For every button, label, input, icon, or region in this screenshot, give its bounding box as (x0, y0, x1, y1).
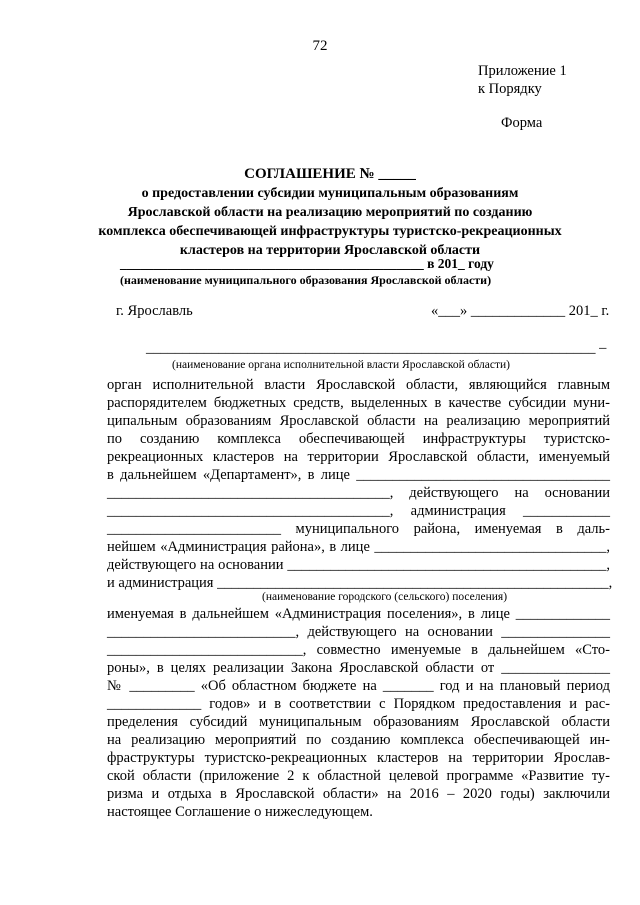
page-number: 72 (312, 38, 328, 54)
city-label: г. Ярославль (116, 303, 193, 319)
body-line: орган исполнительной власти Ярославской области, являющийся главным (107, 377, 610, 393)
body-line: в дальнейшем «Департамент», в лице ___________________________________ (107, 467, 610, 483)
body-line: ________________________ муниципального района, именуемая в даль- (107, 521, 610, 537)
body-line: по созданию комплекса обеспечивающей инфраструктуры туристско- (107, 431, 610, 447)
body-line: ___________________________, совместно именуемые в дальнейшем «Сто- (107, 642, 610, 658)
body-line: _______________________________________, действующего на основании (107, 485, 610, 501)
agreement-title (60, 165, 600, 260)
municipality-year-line: _____________________________________________ в 201_ году (120, 256, 494, 271)
title-line: о предоставлении субсидии муниципальным образованиям (141, 186, 519, 201)
body-line: ципальным образованиям Ярославской области на реализацию мероприятий (107, 413, 610, 429)
body-line: и администрация ______________________________________________________, (107, 575, 613, 591)
body-line: роны», в целях реализации Закона Ярославской области от _______________ (107, 660, 610, 676)
body-line: ской области (приложение 2 к областной целевой программе «Развитие ту- (107, 768, 610, 784)
body-line: ризма и отдыха в Ярославской области» на 2016 – 2020 годы) заключили (107, 786, 610, 802)
body-line: распорядителем бюджетных средств, выделенных в качестве субсидии муни- (107, 395, 610, 411)
body-line: _____________ годов» и в соответствии с Порядком предоставления и рас- (107, 696, 610, 712)
body-line: _______________________________________, администрация ____________ (107, 503, 610, 519)
body-line: № _________ «Об областном бюджете на _______ год и на плановый период (107, 678, 610, 694)
authority-blank-line: ______________________________________________________________ – (146, 340, 607, 356)
municipality-note: (наименование муниципального образования Ярославской области) (120, 273, 492, 287)
body-line: на реализацию мероприятий по созданию комплекса обеспечивающей ин- (107, 732, 610, 748)
body-line: нейшем «Администрация района», в лице ________________________________, (107, 539, 610, 555)
authority-note: (наименование органа исполнительной власти Ярославской области) (172, 359, 510, 371)
body-line: рекреационных кластеров на территории Ярославской области, именуемый (107, 449, 610, 465)
title-line: кластеров на территории Ярославской области (179, 243, 481, 258)
body-line: __________________________, действующего на основании _______________ (107, 624, 610, 640)
body-line: именуемая в дальнейшем «Администрация поселения», в лице _____________ (107, 606, 610, 622)
agreement-heading: СОГЛАШЕНИЕ № _____ (244, 166, 416, 182)
appendix-reference: к Порядку (478, 81, 542, 97)
appendix-label: Приложение 1 (478, 63, 567, 79)
settlement-note: (наименование городского (сельского) поселения) (262, 591, 508, 603)
body-line: фраструктуры туристско-рекреационных кластеров на территории Ярослав- (107, 750, 610, 766)
body-line: действующего на основании ____________________________________________, (107, 557, 610, 573)
body-line: пределения субсидий муниципальным образованиям Ярославской области (107, 714, 610, 730)
title-line: Ярославской области на реализацию мероприятий по созданию (127, 205, 533, 220)
date-field: «___» _____________ 201_ г. (431, 303, 610, 319)
body-line: настоящее Соглашение о нижеследующем. (107, 804, 373, 820)
form-label: Форма (501, 115, 543, 131)
title-line: комплекса обеспечивающей инфраструктуры туристско-рекреационных (98, 224, 562, 239)
